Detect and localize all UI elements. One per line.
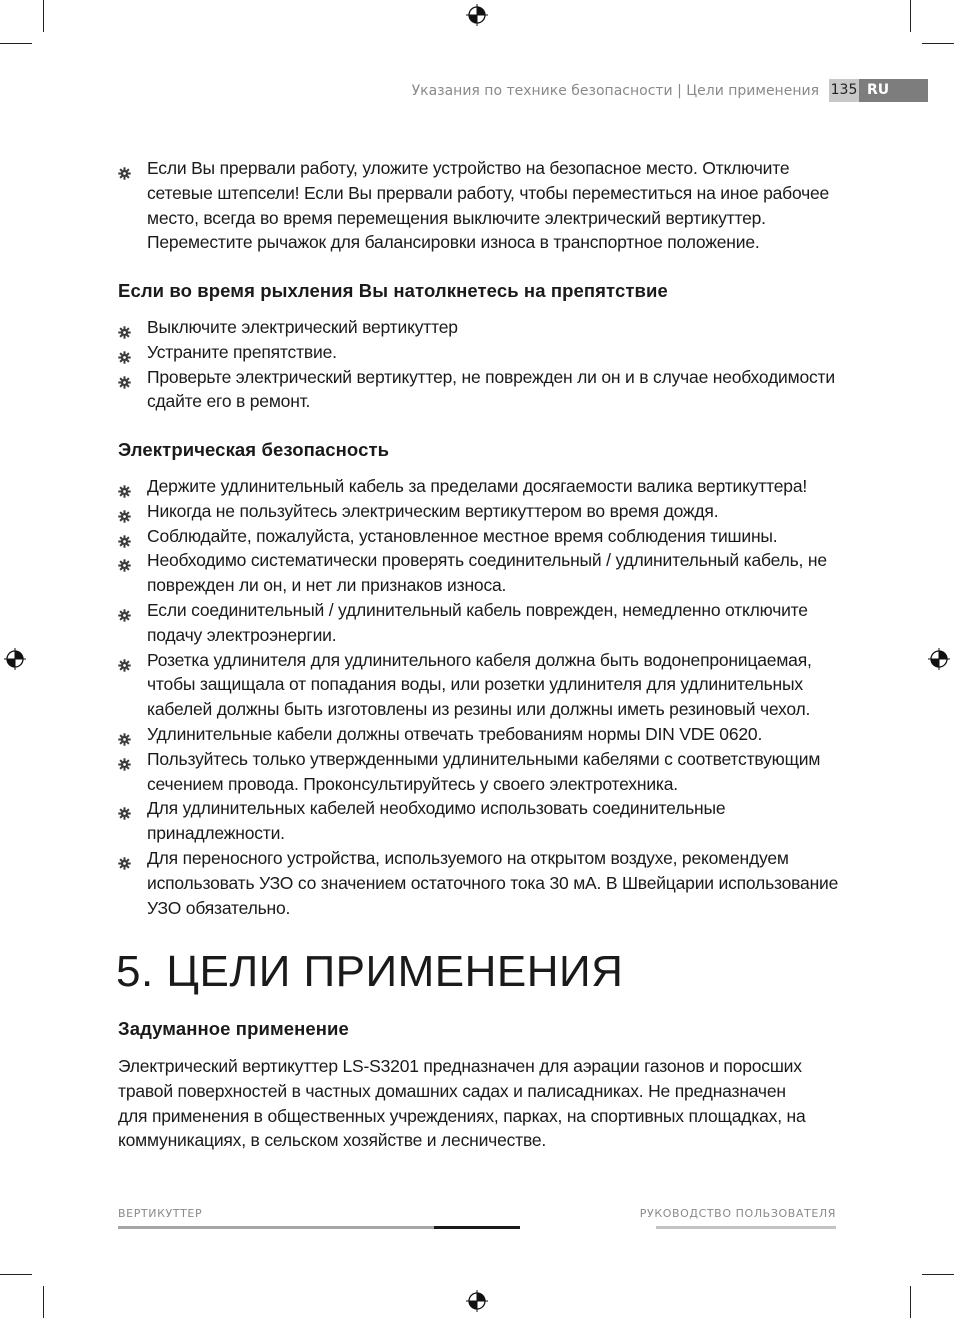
body-paragraph: Электрический вертикуттер LS-S3201 предназначен для аэрации газонов и поросших травой поверхностей в частных домашних садах и палисадниках. Не предназначен для применения в общественных учреждениях, парках, на спортивных площадках, на коммуникациях, в сельском хозяйстве и лесничестве. bbox=[118, 1056, 806, 1151]
gear-bullet-icon bbox=[118, 753, 131, 766]
list-item-text: Выключите электрический вертикуттер bbox=[147, 317, 458, 337]
crop-mark bbox=[910, 0, 911, 32]
footer-rule bbox=[434, 1226, 520, 1229]
list-item-text: Пользуйтесь только утвержденными удлинительными кабелями с соответствующим сечением провода. Проконсультируйтесь у своего электротехника. bbox=[147, 748, 821, 794]
list-item bbox=[118, 524, 840, 549]
list-item-text: Для переносного устройства, используемого на открытом воздухе, рекомендуем использовать УЗО со значением остаточного тока 30 мА. В Швейцарии использование УЗО обязательно. bbox=[147, 847, 839, 918]
crop-mark bbox=[0, 1274, 32, 1275]
list-item bbox=[118, 796, 840, 846]
footer-doc-type: РУКОВОДСТВО ПОЛЬЗОВАТЕЛЯ bbox=[639, 1207, 836, 1220]
list-item-text: Розетка удлинителя для удлинительного кабеля должна быть водонепроницаемая, чтобы защищала от попадания воды, или розетки удлинителя для удлинительных кабелей должны быть изготовлены из резины или должны иметь резиновый чехол. bbox=[147, 649, 812, 720]
crop-mark bbox=[43, 0, 44, 32]
footer-rule bbox=[520, 1226, 656, 1229]
list-item-text: Держите удлинительный кабель за пределами досягаемости валика вертикуттера! bbox=[147, 476, 808, 496]
list-item bbox=[118, 156, 840, 255]
obstacle-section bbox=[118, 315, 840, 414]
list-item-text: Для удлинительных кабелей необходимо использовать соединительные принадлежности. bbox=[147, 798, 726, 844]
chapter-title: 5. ЦЕЛИ ПРИМЕНЕНИЯ bbox=[116, 947, 624, 996]
list-item bbox=[118, 340, 840, 365]
section-heading: Электрическая безопасность bbox=[118, 439, 390, 460]
list-item bbox=[118, 365, 840, 415]
list-item-text: Устраните препятствие. bbox=[147, 341, 337, 362]
crop-mark bbox=[922, 1274, 954, 1275]
electrical-section bbox=[118, 474, 840, 920]
gear-bullet-icon bbox=[118, 604, 131, 617]
list-item bbox=[118, 648, 840, 722]
gear-bullet-icon bbox=[118, 505, 131, 518]
bullet-list bbox=[118, 156, 840, 255]
registration-mark-icon bbox=[466, 4, 488, 26]
crop-mark bbox=[910, 1286, 911, 1318]
list-item-text: Никогда не пользуйтесь электрическим вертикуттером во время дождя. bbox=[147, 500, 719, 521]
list-item bbox=[118, 548, 840, 598]
list-item-text: Необходимо систематически проверять соединительный / удлинительный кабель, не поврежден ли он, и нет ли признаков износа. bbox=[147, 550, 827, 596]
gear-bullet-icon bbox=[118, 162, 131, 175]
intended-use-section bbox=[118, 1054, 818, 1153]
list-item-text: Удлинительные кабели должны отвечать требованиям нормы DIN VDE 0620. bbox=[147, 723, 763, 744]
running-header: Указания по технике безопасности | Цели применения bbox=[411, 83, 819, 99]
list-item bbox=[118, 499, 840, 524]
gear-bullet-icon bbox=[118, 371, 131, 384]
gear-bullet-icon bbox=[118, 480, 131, 493]
footer-product: ВЕРТИКУТТЕР bbox=[118, 1207, 203, 1220]
bullet-list bbox=[118, 315, 840, 414]
list-item-text: Если соединительный / удлинительный кабель поврежден, немедленно отключите подачу электроэнергии. bbox=[147, 599, 808, 645]
crop-mark bbox=[0, 43, 32, 44]
gear-bullet-icon bbox=[118, 554, 131, 567]
list-item bbox=[118, 474, 840, 499]
list-item bbox=[118, 598, 840, 648]
page-number: 135 bbox=[829, 79, 859, 102]
list-item bbox=[118, 315, 840, 340]
footer-rule bbox=[656, 1226, 836, 1229]
gear-bullet-icon bbox=[118, 654, 131, 667]
section-heading: Задуманное применение bbox=[118, 1018, 349, 1039]
list-item bbox=[118, 846, 840, 920]
list-item bbox=[118, 722, 840, 747]
bullet-list bbox=[118, 474, 840, 920]
gear-bullet-icon bbox=[118, 346, 131, 359]
list-item-text: Соблюдайте, пожалуйста, установленное местное время соблюдения тишины. bbox=[147, 525, 778, 546]
gear-bullet-icon bbox=[118, 802, 131, 815]
gear-bullet-icon bbox=[118, 728, 131, 741]
registration-mark-icon bbox=[928, 648, 950, 670]
list-item-text: Если Вы прервали работу, уложите устройство на безопасное место. Отключите сетевые штепсели! Если Вы прервали работу, чтобы переместиться на иное рабочее место, всегда во время перемещения выключите электрический вертикуттер. Переместите рычажок для балансировки износа в транспортное положение. bbox=[147, 158, 830, 253]
list-item-text: Проверьте электрический вертикуттер, не поврежден ли он и в случае необходимости сдайте его в ремонт. bbox=[147, 366, 835, 412]
list-item bbox=[118, 747, 840, 797]
language-badge: RU bbox=[859, 79, 928, 102]
footer-rule bbox=[118, 1226, 434, 1229]
intro-section bbox=[118, 156, 840, 255]
registration-mark-icon bbox=[466, 1290, 488, 1312]
registration-mark-icon bbox=[4, 648, 26, 670]
gear-bullet-icon bbox=[118, 321, 131, 334]
section-heading: Если во время рыхления Вы натолкнетесь на препятствие bbox=[118, 280, 668, 301]
crop-mark bbox=[922, 43, 954, 44]
gear-bullet-icon bbox=[118, 852, 131, 865]
crop-mark bbox=[43, 1286, 44, 1318]
gear-bullet-icon bbox=[118, 530, 131, 543]
